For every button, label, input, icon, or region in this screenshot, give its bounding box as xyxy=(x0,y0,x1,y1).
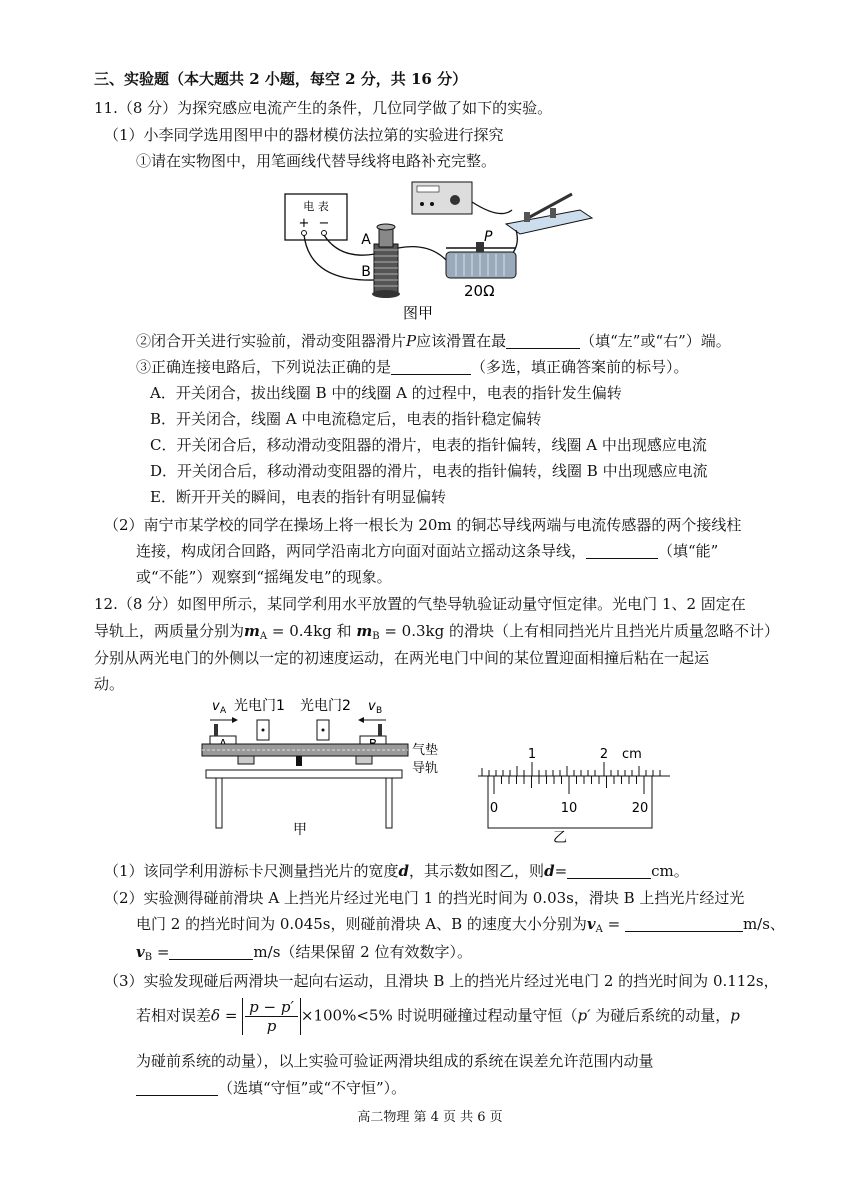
svg-text:0: 0 xyxy=(489,801,499,816)
q11-part2-line2: 连接，构成闭合回路，两同学沿南北方向面对面站立摇动这条导线， （填“能” xyxy=(136,542,719,560)
gate1-label: 光电门1 xyxy=(234,698,285,714)
svg-text:v: v xyxy=(368,699,376,714)
figure-caption-jia: 图甲 xyxy=(402,304,434,322)
q12-sub2-line3: $v_B = m/s$（结果保留 2 位有效数字）。 xyxy=(136,943,472,963)
q11-part1: （1）小李同学选用图甲中的器材模仿法拉第的实验进行探究 xyxy=(104,126,504,144)
answer-blank-7[interactable] xyxy=(136,1081,218,1096)
q12-line3: 分别从两光电门的外侧以一定的初速度运动，在两光电门中间的某位置迎面相撞后粘在一起运 xyxy=(94,649,710,667)
q11-part2-line3: 或“不能”）观察到“摇绳发电”的现象。 xyxy=(136,568,392,586)
q12-sub3-line4: （选填“守恒”或“不守恒”）。 xyxy=(136,1077,406,1098)
q11-part1-1: ①请在实物图中，用笔画线代替导线将电路补充完整。 xyxy=(136,152,497,170)
svg-text:B: B xyxy=(376,706,383,716)
svg-text:A: A xyxy=(220,706,227,716)
answer-blank-3[interactable] xyxy=(586,544,658,559)
coil-a-label: A xyxy=(361,232,371,248)
answer-blank-2[interactable] xyxy=(391,360,471,375)
q12-line1: 12.（8 分）如图甲所示，某同学利用水平放置的气垫导轨验证动量守恒定律。光电门 1、2 固定在 xyxy=(94,595,746,613)
q12-sub3-line1: （3）实验发现碰后两滑块一起向右运动，且滑块 B 上的挡光片经过光电门 2 的挡光时间为 0.112s， xyxy=(104,972,779,990)
q12-line2: 导轨上，两质量分别为$m_A = 0.4kg$ 和 $m_B = 0.3kg$ 的滑块（上有相同挡光片且挡光片质量忽略不计） xyxy=(94,622,779,642)
slider-p-label: P xyxy=(484,229,493,245)
meter-label: 电 表 xyxy=(303,200,329,213)
q12-sub3-line3: 为碰前系统的动量），以上实验可验证两滑块组成的系统在误差允许范围内动量 xyxy=(136,1052,654,1070)
meter-minus: − xyxy=(318,216,330,231)
figure-caption-jia-2: 甲 xyxy=(293,822,307,838)
resistance-label: 20Ω xyxy=(464,282,495,300)
svg-text:20: 20 xyxy=(631,801,649,816)
svg-text:2: 2 xyxy=(599,747,609,762)
q12-sub1: （1）该同学利用游标卡尺测量挡光片的宽度d，其示数如图乙，则d= cm。 xyxy=(104,862,689,880)
option-a: A．开关闭合，拔出线圈 B 中的线圈 A 的过程中，电表的指针发生偏转 xyxy=(150,384,622,402)
svg-text:10: 10 xyxy=(560,801,578,816)
figure-caption-yi: 乙 xyxy=(553,830,567,844)
option-b: B．开关闭合，线圈 A 中电流稳定后，电表的指针稳定偏转 xyxy=(150,410,542,428)
table-top xyxy=(206,770,402,778)
meter-plus: + xyxy=(298,216,310,231)
air-track-label-2: 导轨 xyxy=(412,761,439,776)
section-title: 三、实验题（本大题共 2 小题，每空 2 分，共 16 分） xyxy=(94,70,468,88)
q12-sub2-line1: （2）实验测得碰前滑块 A 上挡光片经过光电门 1 的挡光时间为 0.03s，滑块 B 上挡光片经过光 xyxy=(104,889,745,907)
q12-sub3-line2: 若相对误差δ = $\frac{p - p'}{p}$ ×100%<5% 时说明碰撞过程动量守恒（p′ 为碰后系统的动量，p xyxy=(136,998,740,1035)
answer-blank-6[interactable] xyxy=(169,945,253,960)
switch-icon xyxy=(506,210,592,234)
q12-sub2-line2: 电门 2 的挡光时间为 0.045s，则碰前滑块 A、B 的速度大小分别为$v_A = m/s$、 xyxy=(136,915,785,935)
coil-b-label: B xyxy=(361,264,371,280)
q11-part2-line1: （2）南宁市某学校的同学在操场上将一根长为 20m 的铜芯导线两端与电流传感器的两个接线柱 xyxy=(104,516,742,534)
q11-stem: 11.（8 分）为探究感应电流产生的条件，几位同学做了如下的实验。 xyxy=(94,99,553,117)
option-e: E．断开开关的瞬间，电表的指针有明显偏转 xyxy=(150,488,446,506)
answer-blank-5[interactable] xyxy=(625,917,743,932)
answer-blank-4[interactable] xyxy=(567,864,651,879)
svg-text:cm: cm xyxy=(622,747,642,762)
svg-text:1: 1 xyxy=(527,747,537,762)
circuit-figure xyxy=(280,172,600,322)
q12-line4: 动。 xyxy=(94,675,125,693)
page-footer: 高二物理 第 4 页 共 6 页 xyxy=(357,1110,503,1125)
answer-blank-1[interactable] xyxy=(506,334,580,349)
q11-part1-3: ③正确连接电路后，下列说法正确的是 （多选，填正确答案前的标号）。 xyxy=(136,358,689,376)
svg-text:v: v xyxy=(212,699,220,714)
option-c: C．开关闭合后，移动滑动变阻器的滑片，电表的指针偏转，线圈 A 中出现感应电流 xyxy=(150,436,707,454)
gate2-label: 光电门2 xyxy=(300,698,351,714)
vernier-caliper-figure xyxy=(474,740,674,844)
option-d: D．开关闭合后，移动滑动变阻器的滑片，电表的指针偏转，线圈 B 中出现感应电流 xyxy=(150,462,708,480)
air-track-label-1: 气垫 xyxy=(412,743,439,758)
q11-part1-2: ②闭合开关进行实验前，滑动变阻器滑片P应该滑置在最 （填“左”或“右”）端。 xyxy=(136,332,731,350)
rheostat-icon xyxy=(446,252,516,278)
air-track-figure xyxy=(196,694,446,844)
